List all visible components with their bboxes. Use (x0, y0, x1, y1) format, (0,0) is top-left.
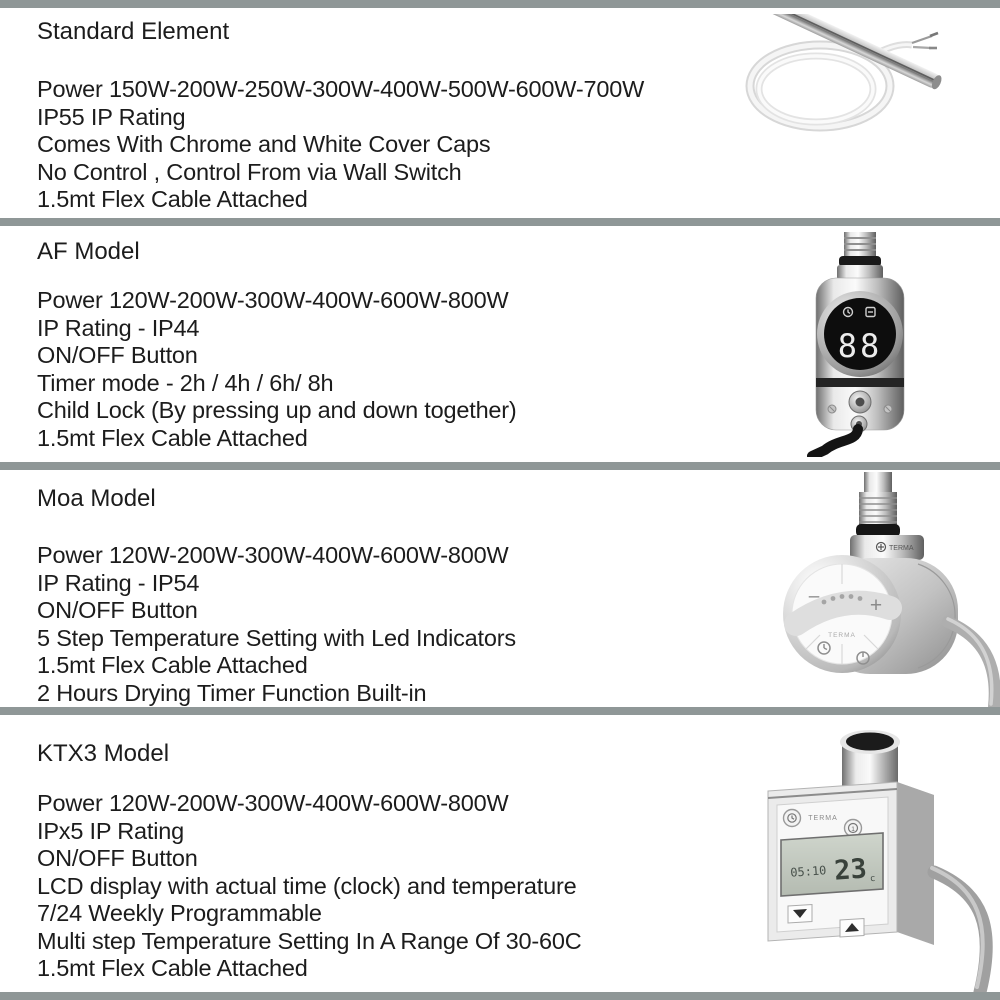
round-digital-display (817, 291, 903, 377)
section-moa-model (0, 470, 1000, 707)
section-title: Moa Model (37, 485, 156, 512)
section-divider (0, 707, 1000, 715)
spec-line: Child Lock (By pressing up and down together) (37, 397, 517, 423)
threaded-pipe (859, 472, 897, 526)
section-standard-element (0, 8, 1000, 218)
spec-line: IP55 IP Rating (37, 103, 186, 130)
af-model-photo (740, 232, 980, 457)
box-side-face (897, 782, 934, 945)
down-arrow-button (788, 905, 812, 924)
section-title: KTX3 Model (37, 740, 170, 767)
spec-line: Power 120W-200W-300W-400W-600W-800W (37, 790, 509, 816)
power-one-label: 1 (851, 826, 855, 833)
section-title: AF Model (37, 238, 140, 265)
clock-button (784, 810, 801, 827)
lcd-unit: c (869, 873, 876, 885)
spec-line: IPx5 IP Rating (37, 817, 184, 844)
dial-face (783, 555, 901, 673)
threaded-pipe (844, 232, 876, 258)
standard-element-photo (700, 14, 1000, 214)
dark-band (816, 378, 904, 387)
spec-line: Power 150W-200W-250W-300W-400W-500W-600W-700W (37, 76, 645, 102)
spec-line: IP Rating - IP44 (37, 314, 200, 341)
spec-line: 1.5mt Flex Cable Attached (37, 955, 308, 981)
spec-line: Multi step Temperature Setting In A Range Of 30-60C (37, 927, 582, 954)
spec-line: ON/OFF Button (37, 597, 198, 623)
collar-brand-text: TERMA (889, 545, 914, 552)
lcd-time: 05:10 (789, 863, 827, 880)
face-brand-text: TERMA (828, 632, 856, 639)
moa-model-photo (740, 472, 1000, 707)
up-arrow-button (840, 919, 864, 938)
section-divider (0, 462, 1000, 470)
bottom-divider-bar (0, 992, 1000, 1000)
bare-wire-ends (912, 33, 938, 48)
spec-line: IP Rating - IP54 (37, 569, 200, 596)
spec-line: Power 120W-200W-300W-400W-600W-800W (37, 542, 509, 568)
spec-line: ON/OFF Button (37, 342, 198, 368)
spec-line: Comes With Chrome and White Cover Caps (37, 131, 491, 157)
section-divider (0, 218, 1000, 226)
minus-icon: – (808, 586, 820, 607)
brand-text: TERMA (808, 815, 838, 822)
spec-line: Timer mode - 2h / 4h / 6h/ 8h (37, 369, 334, 396)
section-ktx3-model (0, 715, 1000, 992)
spec-line: 1.5mt Flex Cable Attached (37, 652, 308, 678)
spec-line: 5 Step Temperature Setting with Led Indicators (37, 624, 516, 651)
spec-line: 7/24 Weekly Programmable (37, 900, 322, 926)
spec-line: 1.5mt Flex Cable Attached (37, 424, 308, 451)
spec-line: No Control , Control From via Wall Switch (37, 158, 462, 185)
lcd-temperature: 23 (833, 853, 868, 887)
section-title: Standard Element (37, 18, 230, 45)
top-divider-bar (0, 0, 1000, 8)
spec-line: 1.5mt Flex Cable Attached (37, 186, 308, 212)
lcd-display (781, 833, 883, 896)
section-af-model (0, 226, 1000, 462)
brand-collar (850, 535, 924, 560)
display-digits: 88 (837, 327, 883, 365)
power-cable (812, 429, 858, 456)
spec-line: 2 Hours Drying Timer Function Built-in (37, 679, 427, 706)
spec-line: LCD display with actual time (clock) and temperature (37, 872, 577, 899)
cable-highlight (932, 868, 983, 987)
spec-line: Power 120W-200W-300W-400W-600W-800W (37, 287, 509, 313)
onoff-button (849, 391, 871, 413)
plus-icon: + (869, 594, 883, 617)
spec-line: ON/OFF Button (37, 845, 198, 871)
ktx3-model-photo (720, 717, 1000, 992)
